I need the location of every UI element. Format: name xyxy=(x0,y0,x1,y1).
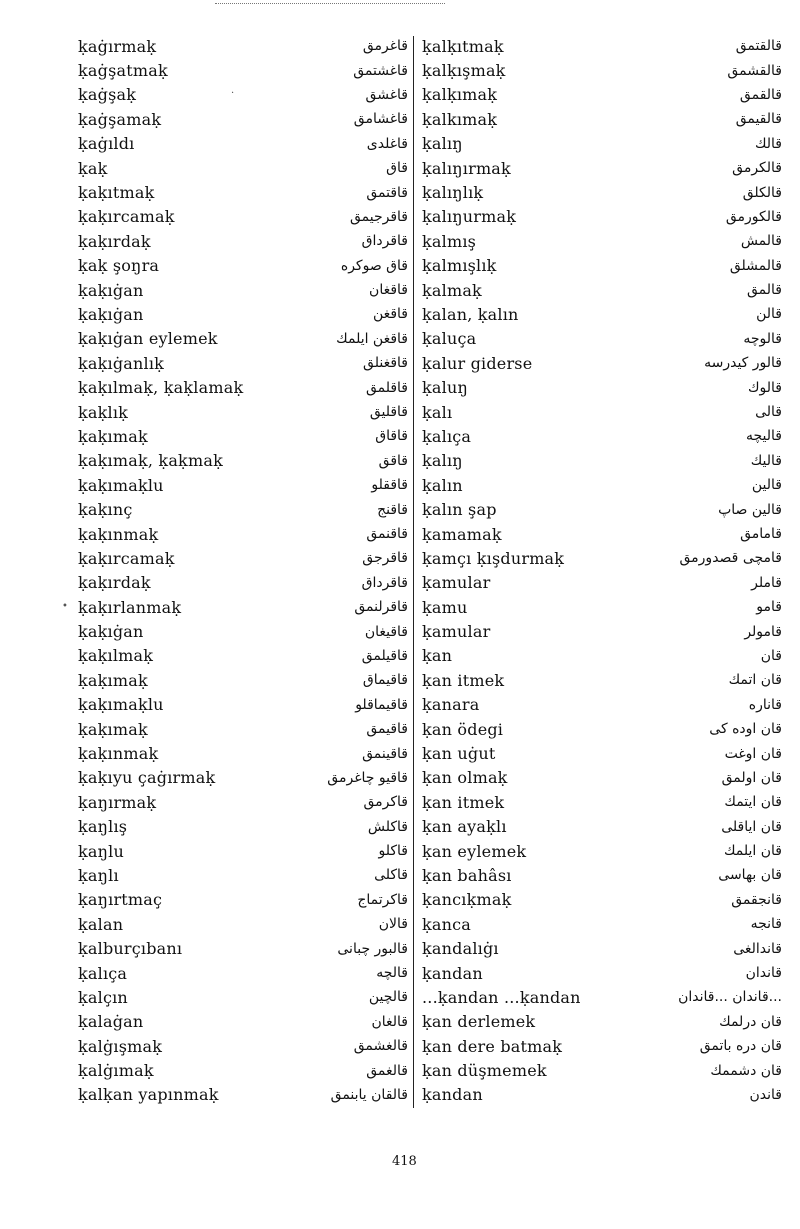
dictionary-entry xyxy=(78,863,408,887)
entry-arabic-script: قالين xyxy=(751,477,782,494)
dictionary-entry xyxy=(78,156,408,180)
entry-arabic-script: قالك xyxy=(754,135,782,152)
entry-arabic-script: قاقرجق xyxy=(362,550,408,567)
entry-arabic-script: قامچى قصدورمق xyxy=(679,550,782,567)
entry-arabic-script: قالن xyxy=(756,306,782,323)
entry-arabic-script: قالچين xyxy=(368,989,408,1006)
dictionary-entry xyxy=(78,497,408,521)
entry-arabic-script: قاليچه xyxy=(746,428,782,445)
left-column xyxy=(78,34,408,1107)
entry-arabic-script: قان بهاسى xyxy=(718,867,782,884)
dictionary-entry xyxy=(422,546,782,570)
dictionary-entry xyxy=(78,1058,408,1082)
entry-arabic-script: قالغمق xyxy=(366,1062,408,1079)
dictionary-entry xyxy=(422,912,782,936)
entry-latin-headword: ḳalıŋırmaḳ xyxy=(422,158,511,178)
dictionary-entry xyxy=(78,400,408,424)
dictionary-entry xyxy=(78,254,408,278)
entry-arabic-script: قالچه xyxy=(376,965,408,982)
dictionary-entry xyxy=(422,717,782,741)
entry-arabic-script: قاقرداق xyxy=(361,574,408,591)
dictionary-entry xyxy=(422,1083,782,1107)
entry-arabic-script: قامامق xyxy=(740,526,782,542)
dictionary-entry xyxy=(422,424,782,448)
dictionary-entry xyxy=(422,888,782,912)
entry-latin-headword: ḳalḳımaḳ xyxy=(422,85,498,105)
dictionary-entry xyxy=(78,83,408,107)
entry-arabic-script: قان ايلمك xyxy=(723,843,782,860)
dictionary-entry xyxy=(422,156,782,180)
entry-latin-headword: ḳalıça xyxy=(78,963,128,983)
entry-latin-headword: ḳaḳırdaḳ xyxy=(78,231,151,251)
dictionary-entry xyxy=(422,815,782,839)
entry-latin-headword: ḳalçın xyxy=(78,987,128,1007)
dictionary-entry xyxy=(78,693,408,717)
entry-latin-headword: ḳaḳınmaḳ xyxy=(78,744,159,764)
dictionary-entry xyxy=(422,1010,782,1034)
dictionary-entry xyxy=(422,351,782,375)
entry-latin-headword: ḳamçı ḳışdurmaḳ xyxy=(422,548,565,568)
entry-arabic-script: قامولر xyxy=(744,623,782,640)
dictionary-entry xyxy=(78,571,408,595)
entry-latin-headword: ḳamu xyxy=(422,597,468,617)
dictionary-entry xyxy=(78,1010,408,1034)
entry-latin-headword: ḳamular xyxy=(422,573,491,593)
dictionary-entry xyxy=(422,107,782,131)
dictionary-entry xyxy=(422,619,782,643)
dictionary-entry xyxy=(78,766,408,790)
dictionary-entry xyxy=(78,132,408,156)
entry-latin-headword: ḳaġşamaḳ xyxy=(78,109,162,129)
dictionary-entry xyxy=(422,278,782,302)
entry-latin-headword: ...ḳandan ...ḳandan xyxy=(422,987,581,1007)
entry-arabic-script: قالغشمق xyxy=(353,1038,408,1055)
entry-arabic-script: قالمشلق xyxy=(729,257,782,274)
entry-latin-headword: ḳan ayaḳlı xyxy=(422,817,507,837)
entry-arabic-script: قاققلو xyxy=(371,477,408,494)
dictionary-entry xyxy=(422,327,782,351)
dictionary-entry xyxy=(78,302,408,326)
entry-arabic-script: قاكرتماج xyxy=(357,891,408,908)
entry-arabic-script: قاغشامق xyxy=(353,111,408,128)
entry-arabic-script: قاقغن xyxy=(372,306,408,323)
entry-latin-headword: ḳalḳışmaḳ xyxy=(422,61,506,81)
entry-latin-headword: ḳaŋlu xyxy=(78,841,124,861)
dictionary-entry xyxy=(78,351,408,375)
entry-latin-headword: ḳalıŋlıḳ xyxy=(422,183,484,203)
dictionary-entry xyxy=(422,34,782,58)
entry-latin-headword: ḳaŋlış xyxy=(78,817,128,837)
dictionary-entry xyxy=(78,888,408,912)
dictionary-entry xyxy=(78,619,408,643)
entry-arabic-script: قاندالغى xyxy=(733,940,782,957)
dictionary-entry xyxy=(422,668,782,692)
entry-latin-headword: ḳan düşmemek xyxy=(422,1061,547,1081)
entry-arabic-script: قالمش xyxy=(740,233,782,250)
entry-latin-headword: ḳan itmek xyxy=(422,670,505,690)
entry-arabic-script: قان اتمك xyxy=(728,672,782,689)
entry-arabic-script: قان اياقلى xyxy=(721,818,782,835)
dictionary-entry xyxy=(78,790,408,814)
entry-latin-headword: ḳaḳımaḳlu xyxy=(78,695,164,715)
entry-latin-headword: ḳan olmaḳ xyxy=(422,768,508,788)
entry-arabic-script: قان اولمق xyxy=(721,769,782,786)
scan-speck: · xyxy=(231,88,235,99)
entry-arabic-script: قاقليق xyxy=(369,404,408,421)
entry-arabic-script: قاكلو xyxy=(378,843,408,860)
dictionary-entry xyxy=(422,302,782,326)
entry-latin-headword: ḳaḳımaḳ xyxy=(78,426,148,446)
dictionary-entry xyxy=(78,473,408,497)
entry-latin-headword: ḳaluŋ xyxy=(422,378,468,398)
dictionary-entry xyxy=(422,741,782,765)
dictionary-entry xyxy=(422,644,782,668)
top-margin-scan-mark xyxy=(215,3,445,8)
entry-arabic-script: قالوك xyxy=(748,379,782,396)
entry-arabic-script: قان ايتمك xyxy=(724,794,782,811)
dictionary-entry xyxy=(78,107,408,131)
entry-latin-headword: ḳan bahâsı xyxy=(422,865,512,885)
entry-latin-headword: ḳan itmek xyxy=(422,792,505,812)
entry-arabic-script: قان دشممك xyxy=(710,1062,782,1079)
entry-arabic-script: قاكرمق xyxy=(363,794,408,811)
entry-arabic-script: قان xyxy=(760,647,782,664)
entry-latin-headword: ḳaḳıġan xyxy=(78,280,144,300)
entry-arabic-script: قاغشتمق xyxy=(353,62,408,79)
dictionary-entry xyxy=(422,863,782,887)
entry-arabic-script: قاقيلمق xyxy=(361,647,408,664)
entry-arabic-script: قالقيمق xyxy=(735,111,782,128)
entry-arabic-script: قاقق xyxy=(378,452,408,469)
dictionary-entry xyxy=(78,936,408,960)
dictionary-entry xyxy=(422,571,782,595)
entry-latin-headword: ḳanca xyxy=(422,914,472,934)
entry-arabic-script: قالين صاپ xyxy=(718,501,782,518)
entry-latin-headword: ḳaḳımaḳ xyxy=(78,719,148,739)
entry-latin-headword: ḳaḳıyu çaġırmaḳ xyxy=(78,768,216,788)
entry-latin-headword: ḳaḳırcamaḳ xyxy=(78,548,175,568)
entry-arabic-script: قاقتمق xyxy=(366,184,408,201)
entry-arabic-script: قاندن xyxy=(749,1086,782,1103)
dictionary-entry xyxy=(422,839,782,863)
entry-arabic-script: قالبور چبانى xyxy=(337,940,408,957)
entry-latin-headword: ḳaġırmaḳ xyxy=(78,36,157,56)
entry-latin-headword: ḳalḳıtmaḳ xyxy=(422,36,504,56)
entry-arabic-script: قاليك xyxy=(750,452,782,469)
entry-latin-headword: ḳan eylemek xyxy=(422,841,527,861)
entry-latin-headword: ḳandalıġı xyxy=(422,939,499,959)
dictionary-entry xyxy=(422,400,782,424)
entry-latin-headword: ḳaluça xyxy=(422,329,477,349)
column-divider xyxy=(413,36,414,1108)
entry-latin-headword: ḳandan xyxy=(422,963,483,983)
entry-arabic-script: قاق xyxy=(386,160,408,177)
dictionary-entry xyxy=(78,205,408,229)
dictionary-entry xyxy=(78,912,408,936)
entry-latin-headword: ḳalmaḳ xyxy=(422,280,482,300)
dictionary-entry xyxy=(78,717,408,741)
entry-arabic-script: قان اوغت xyxy=(724,745,782,762)
entry-arabic-script: قالان xyxy=(378,916,408,933)
entry-arabic-script: قاقغنلق xyxy=(363,355,408,372)
entry-latin-headword: ḳan ödegi xyxy=(422,719,504,739)
dictionary-entry xyxy=(422,1058,782,1082)
entry-latin-headword: ḳaŋırtmaç xyxy=(78,890,163,910)
entry-latin-headword: ḳanara xyxy=(422,695,480,715)
entry-latin-headword: ḳalıŋ xyxy=(422,451,463,471)
dictionary-entry xyxy=(78,34,408,58)
entry-arabic-script: قاقرجيمق xyxy=(349,208,408,225)
entry-latin-headword: ḳalġışmaḳ xyxy=(78,1036,163,1056)
entry-arabic-script: قاقيو چاغرمق xyxy=(327,769,408,786)
entry-latin-headword: ḳamamaḳ xyxy=(422,524,502,544)
entry-latin-headword: ḳandan xyxy=(422,1085,483,1105)
dictionary-entry xyxy=(78,815,408,839)
dictionary-entry xyxy=(78,327,408,351)
entry-arabic-script: قاندان xyxy=(745,965,782,982)
dictionary-entry xyxy=(422,473,782,497)
entry-latin-headword: ḳalıŋ xyxy=(422,134,463,154)
dictionary-entry xyxy=(78,58,408,82)
entry-latin-headword: ḳan derlemek xyxy=(422,1012,536,1032)
dictionary-entry xyxy=(422,961,782,985)
entry-latin-headword: ḳalaġan xyxy=(78,1012,144,1032)
dictionary-entry xyxy=(422,985,782,1009)
entry-latin-headword: ḳan xyxy=(422,646,453,666)
dictionary-entry xyxy=(422,936,782,960)
entry-arabic-script: قاقلمق xyxy=(365,379,408,396)
dictionary-entry xyxy=(78,839,408,863)
entry-arabic-script: قاكلش xyxy=(367,818,408,835)
entry-latin-headword: ḳamular xyxy=(422,622,491,642)
entry-arabic-script: قالى xyxy=(755,404,782,421)
entry-latin-headword: ḳaḳınmaḳ xyxy=(78,524,159,544)
entry-arabic-script: قاغرمق xyxy=(362,38,408,55)
dictionary-entry xyxy=(422,693,782,717)
entry-latin-headword: ḳalġımaḳ xyxy=(78,1061,154,1081)
dictionary-entry xyxy=(78,229,408,253)
dictionary-entry xyxy=(78,375,408,399)
dictionary-entry xyxy=(422,449,782,473)
entry-arabic-script: قاملر xyxy=(751,574,782,591)
entry-arabic-script: قاقغان xyxy=(369,282,408,299)
dictionary-entry xyxy=(78,961,408,985)
entry-arabic-script: ...قاندان ...قاندان xyxy=(678,989,782,1006)
dictionary-entry xyxy=(78,546,408,570)
scan-speck: • xyxy=(62,601,68,612)
entry-latin-headword: ḳaḳılmaḳ, ḳaḳlamaḳ xyxy=(78,378,244,398)
dictionary-entry xyxy=(78,741,408,765)
entry-latin-headword: ḳan dere batmaḳ xyxy=(422,1036,563,1056)
entry-arabic-script: قالوچه xyxy=(743,330,782,347)
entry-arabic-script: قاقغن ايلمك xyxy=(336,330,408,347)
entry-latin-headword: ḳalmış xyxy=(422,231,477,251)
right-column xyxy=(422,34,782,1107)
dictionary-entry xyxy=(422,205,782,229)
entry-arabic-script: قالقمق xyxy=(739,86,782,103)
dictionary-entry xyxy=(422,132,782,156)
entry-latin-headword: ḳaġşatmaḳ xyxy=(78,61,168,81)
dictionary-entry xyxy=(422,375,782,399)
entry-arabic-script: قاقيمق xyxy=(366,721,408,738)
entry-latin-headword: ḳaḳırdaḳ xyxy=(78,573,151,593)
dictionary-entry xyxy=(78,424,408,448)
entry-latin-headword: ḳalan xyxy=(78,914,124,934)
entry-latin-headword: ḳalkımaḳ xyxy=(422,109,498,129)
entry-arabic-script: قاقرلنمق xyxy=(354,599,408,616)
entry-arabic-script: قالكورمق xyxy=(725,208,782,225)
entry-latin-headword: ḳaḳıġan xyxy=(78,304,144,324)
entry-arabic-script: قاغلدى xyxy=(366,135,408,152)
entry-latin-headword: ḳaġıldı xyxy=(78,134,135,154)
dictionary-entry xyxy=(422,1034,782,1058)
entry-latin-headword: ḳalmışlıḳ xyxy=(422,256,497,276)
dictionary-entry xyxy=(78,644,408,668)
entry-latin-headword: ḳaḳıtmaḳ xyxy=(78,183,155,203)
entry-arabic-script: قاقيغان xyxy=(364,623,408,640)
entry-arabic-script: قالور كيدرسه xyxy=(704,355,782,372)
entry-latin-headword: ḳaḳ şoŋra xyxy=(78,256,160,276)
entry-arabic-script: قاناره xyxy=(748,696,782,713)
entry-latin-headword: ḳalıça xyxy=(422,426,472,446)
entry-arabic-script: قالكرمق xyxy=(732,160,782,177)
entry-latin-headword: ḳalın xyxy=(422,475,463,495)
entry-arabic-script: قاقاق xyxy=(375,428,408,445)
entry-latin-headword: ḳalın şap xyxy=(422,500,497,520)
entry-arabic-script: قاق صوكره xyxy=(340,257,408,274)
entry-latin-headword: ḳaḳımaḳlu xyxy=(78,475,164,495)
dictionary-entry xyxy=(78,985,408,1009)
entry-latin-headword: ḳaḳımaḳ xyxy=(78,670,148,690)
entry-arabic-script: قان درلمك xyxy=(719,1013,782,1030)
dictionary-entry xyxy=(422,83,782,107)
dictionary-entry xyxy=(78,1083,408,1107)
entry-latin-headword: ḳaḳıġan xyxy=(78,622,144,642)
entry-latin-headword: ḳaŋlı xyxy=(78,865,119,885)
entry-arabic-script: قاقيماقلو xyxy=(355,696,408,713)
entry-latin-headword: ḳaḳıġanlıḳ xyxy=(78,353,165,373)
dictionary-entry xyxy=(422,254,782,278)
dictionary-entry xyxy=(422,497,782,521)
page-number: 418 xyxy=(392,1154,417,1169)
entry-arabic-script: قاقينمق xyxy=(362,745,408,762)
entry-arabic-script: قاغشق xyxy=(365,86,408,103)
entry-arabic-script: قان اوده كى xyxy=(709,721,782,738)
entry-latin-headword: ḳan uġut xyxy=(422,744,496,764)
dictionary-entry xyxy=(78,595,408,619)
dictionary-entry xyxy=(78,1034,408,1058)
dictionary-entry xyxy=(78,278,408,302)
entry-arabic-script: قاقرداق xyxy=(361,233,408,250)
entry-latin-headword: ḳaḳırlanmaḳ xyxy=(78,597,182,617)
entry-latin-headword: ḳaŋırmaḳ xyxy=(78,792,157,812)
entry-arabic-script: قامو xyxy=(756,599,782,616)
dictionary-entry xyxy=(422,229,782,253)
entry-latin-headword: ḳaġşaḳ xyxy=(78,85,137,105)
dictionary-entry xyxy=(78,449,408,473)
entry-arabic-script: قالقتمق xyxy=(735,38,782,55)
entry-latin-headword: ḳalan, ḳalın xyxy=(422,304,519,324)
entry-arabic-script: قاقيماق xyxy=(362,672,408,689)
entry-arabic-script: قالمق xyxy=(747,282,782,299)
entry-latin-headword: ḳalburçıbanı xyxy=(78,939,183,959)
entry-latin-headword: ḳaḳılmaḳ xyxy=(78,646,154,666)
entry-arabic-script: قانجقمق xyxy=(731,891,782,908)
dictionary-entry xyxy=(78,522,408,546)
entry-arabic-script: قالغان xyxy=(371,1013,408,1030)
entry-latin-headword: ḳaḳımaḳ, ḳaḳmaḳ xyxy=(78,451,223,471)
entry-arabic-script: قالكلق xyxy=(742,184,782,201)
entry-arabic-script: قان دره باتمق xyxy=(699,1038,782,1055)
dictionary-entry xyxy=(78,668,408,692)
entry-arabic-script: قالقشمق xyxy=(727,62,782,79)
dictionary-entry xyxy=(422,790,782,814)
entry-arabic-script: قاكلى xyxy=(374,867,408,884)
entry-latin-headword: ḳalur giderse xyxy=(422,353,533,373)
entry-latin-headword: ḳaḳınç xyxy=(78,500,133,520)
entry-latin-headword: ḳaḳıġan eylemek xyxy=(78,329,218,349)
dictionary-entry xyxy=(422,522,782,546)
entry-latin-headword: ḳaḳ xyxy=(78,158,108,178)
entry-latin-headword: ḳaḳlıḳ xyxy=(78,402,129,422)
entry-latin-headword: ḳalḳan yapınmaḳ xyxy=(78,1085,219,1105)
entry-latin-headword: ḳancıḳmaḳ xyxy=(422,890,512,910)
dictionary-entry xyxy=(422,595,782,619)
entry-latin-headword: ḳalı xyxy=(422,402,453,422)
entry-arabic-script: قاقنمق xyxy=(366,526,408,542)
entry-arabic-script: قاقنج xyxy=(377,501,408,518)
dictionary-entry xyxy=(78,180,408,204)
entry-latin-headword: ḳalıŋurmaḳ xyxy=(422,207,517,227)
dictionary-entry xyxy=(422,766,782,790)
entry-arabic-script: قالقان يابنمق xyxy=(330,1086,408,1103)
dictionary-entry xyxy=(422,58,782,82)
dictionary-entry xyxy=(422,180,782,204)
entry-latin-headword: ḳaḳırcamaḳ xyxy=(78,207,175,227)
entry-arabic-script: قانجه xyxy=(750,916,782,933)
